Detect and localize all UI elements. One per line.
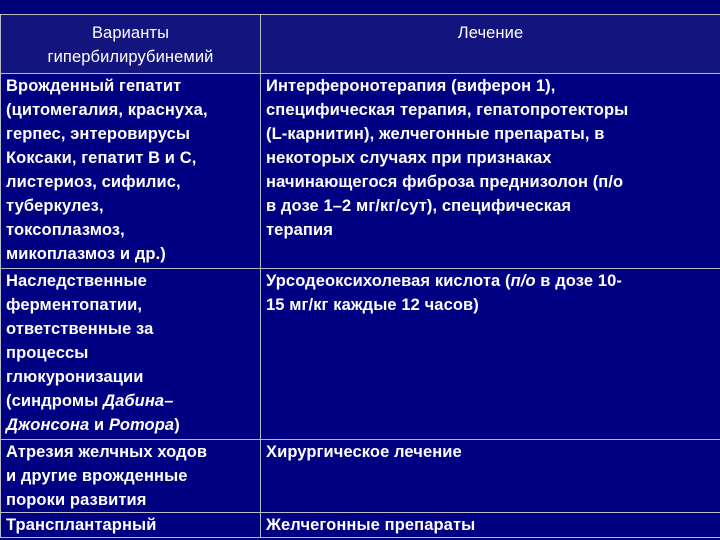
treatment-cell [261,513,720,538]
treatment-text-italic: п/о [510,272,536,290]
header-treatment-text: Лечение [457,24,524,42]
table-row [1,269,720,440]
header-treatment [261,15,720,74]
treatment-text: Интерферонотерапия (виферон 1), специфическая терапия, гепатопротекторы (L-карнитин), желчегонные препараты, в некоторых случаях при признаках начинающегося фиброза преднизолон (п/о в дозе 1–2 мг/кг/сут), специфическая терапия [266,77,629,239]
variant-cell [1,269,261,440]
variant-text: Атрезия желчных ходов и другие врожденные пороки развития [6,443,208,509]
table-header-row [1,15,720,74]
treatment-text: Хирургическое лечение [266,443,462,461]
variant-text-italic-rotor: Ротора [108,416,175,434]
variant-text-plain: Наследственные ферментопатии, ответственные за процессы глюкуронизации (синдромы [6,272,154,410]
table-row [1,513,720,538]
table-row [1,440,720,513]
variant-text-close-paren: ) [174,416,180,434]
treatment-text: Желчегонные препараты [266,516,476,534]
treatment-text-pre: Урсодеоксихолевая кислота ( [266,272,511,290]
variant-text-italic-dubin-johnson: Дабина– Джонсона [6,392,174,434]
variant-text-conjunction: и [89,416,109,434]
variant-text [6,269,255,437]
variant-cell [1,513,261,538]
treatment-cell [261,440,720,513]
variant-cell [1,74,261,269]
treatment-text-post: в дозе 10- 15 мг/кг каждые 12 часов) [266,272,622,314]
treatment-cell [261,269,720,440]
treatment-cell [261,74,720,269]
variant-text: Трансплантарный [6,516,157,534]
treatment-table [0,14,720,538]
header-variants [1,15,261,74]
treatment-text [266,269,715,317]
header-variants-text: Варианты гипербилирубинемий [47,24,214,66]
table-row [1,74,720,269]
variant-text: Врожденный гепатит (цитомегалия, краснуха, герпес, энтеровирусы Коксаки, гепатит В и С, листериоз, сифилис, туберкулез, токсоплазмоз, микоплазмоз и др.) [6,77,208,263]
variant-cell [1,440,261,513]
